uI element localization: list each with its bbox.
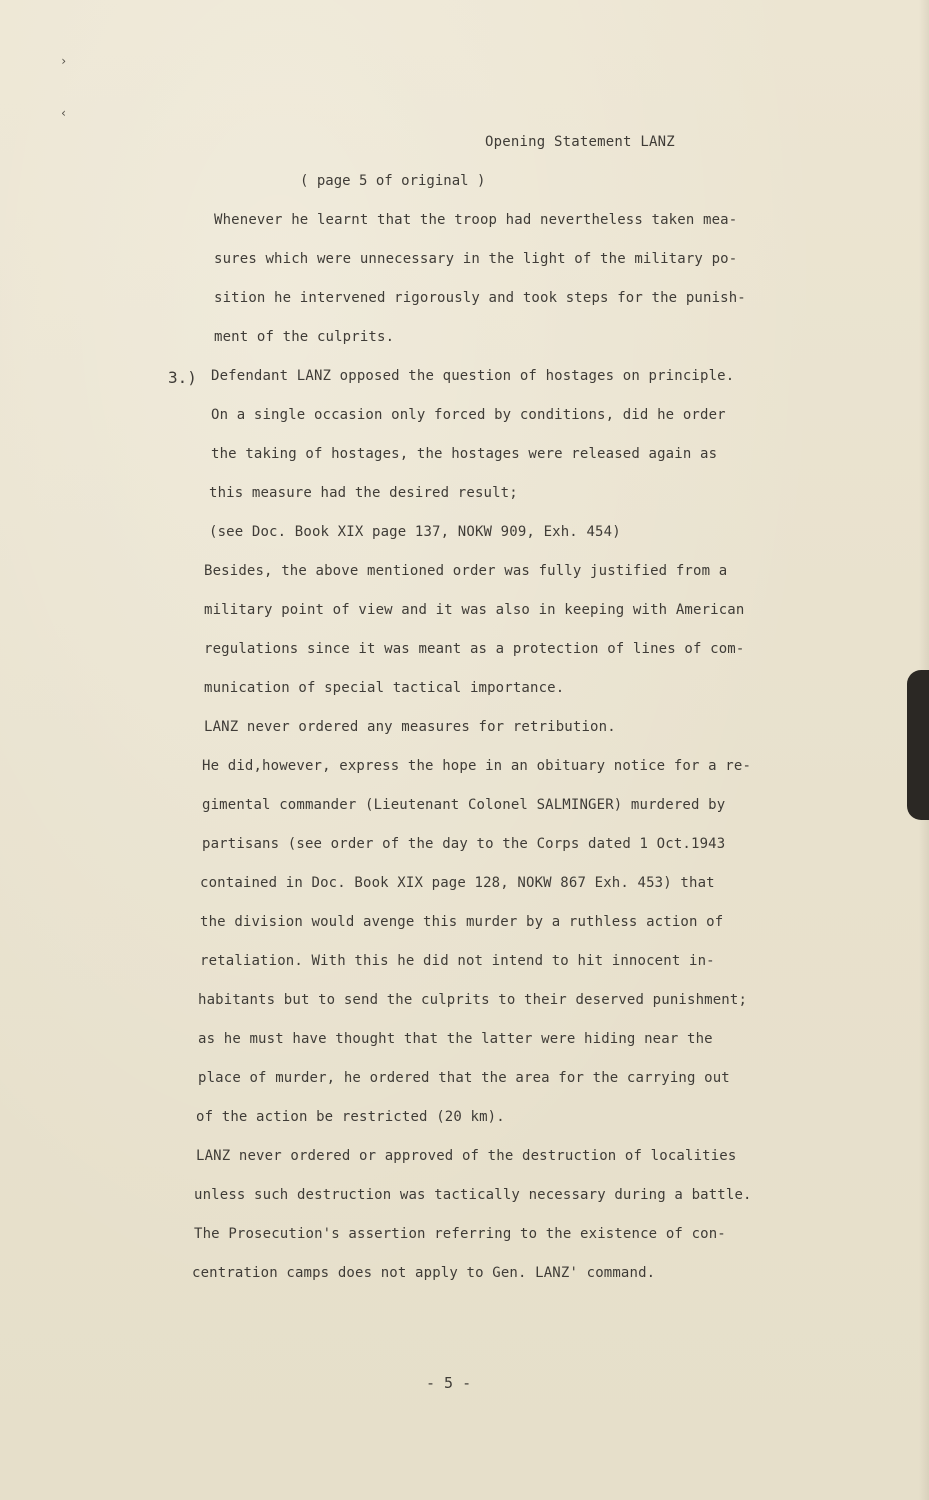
text-line: LANZ never ordered or approved of the destruction of localities xyxy=(196,1148,737,1164)
text-line: contained in Doc. Book XIX page 128, NOKW 867 Exh. 453) that xyxy=(200,875,715,891)
text-line: The Prosecution's assertion referring to the existence of con- xyxy=(194,1226,726,1242)
text-line: habitants but to send the culprits to their deserved punishment; xyxy=(198,992,748,1008)
text-line: Whenever he learnt that the troop had nevertheless taken mea- xyxy=(214,212,738,228)
text-line: sures which were unnecessary in the light of the military po- xyxy=(214,251,738,267)
text-line: the division would avenge this murder by a ruthless action of xyxy=(200,914,724,930)
text-line: place of murder, he ordered that the area for the carrying out xyxy=(198,1070,730,1086)
text-line: gimental commander (Lieutenant Colonel SALMINGER) murdered by xyxy=(202,797,726,813)
margin-mark: › xyxy=(60,54,68,68)
torn-edge xyxy=(907,670,929,820)
text-line: retaliation. With this he did not intend to hit innocent in- xyxy=(200,953,715,969)
text-line: regulations since it was meant as a protection of lines of com- xyxy=(204,641,745,657)
text-line: military point of view and it was also in keeping with American xyxy=(204,602,745,618)
text-line: as he must have thought that the latter were hiding near the xyxy=(198,1031,713,1047)
item-number: 3.) xyxy=(168,368,197,387)
text-line: (see Doc. Book XIX page 137, NOKW 909, Exh. 454) xyxy=(209,524,621,540)
margin-mark: ‹ xyxy=(60,106,68,120)
text-line: On a single occasion only forced by conditions, did he order xyxy=(211,407,726,423)
text-line: the taking of hostages, the hostages were released again as xyxy=(211,446,718,462)
text-line: unless such destruction was tactically necessary during a battle. xyxy=(194,1187,752,1203)
text-line: partisans (see order of the day to the Corps dated 1 Oct.1943 xyxy=(202,836,726,852)
text-line: Defendant LANZ opposed the question of hostages on principle. xyxy=(211,368,735,384)
text-line: LANZ never ordered any measures for retribution. xyxy=(204,719,616,735)
text-line: of the action be restricted (20 km). xyxy=(196,1109,505,1125)
page-number: - 5 - xyxy=(426,1374,472,1392)
text-line: centration camps does not apply to Gen. LANZ' command. xyxy=(192,1265,656,1281)
text-line: Besides, the above mentioned order was fully justified from a xyxy=(204,563,728,579)
page-subtitle: ( page 5 of original ) xyxy=(300,173,486,189)
text-line: munication of special tactical importance. xyxy=(204,680,565,696)
page-title: Opening Statement LANZ xyxy=(485,134,675,150)
text-line: He did,however, express the hope in an obituary notice for a re- xyxy=(202,758,752,774)
text-line: this measure had the desired result; xyxy=(209,485,518,501)
text-line: ment of the culprits. xyxy=(214,329,395,345)
text-line: sition he intervened rigorously and took steps for the punish- xyxy=(214,290,746,306)
